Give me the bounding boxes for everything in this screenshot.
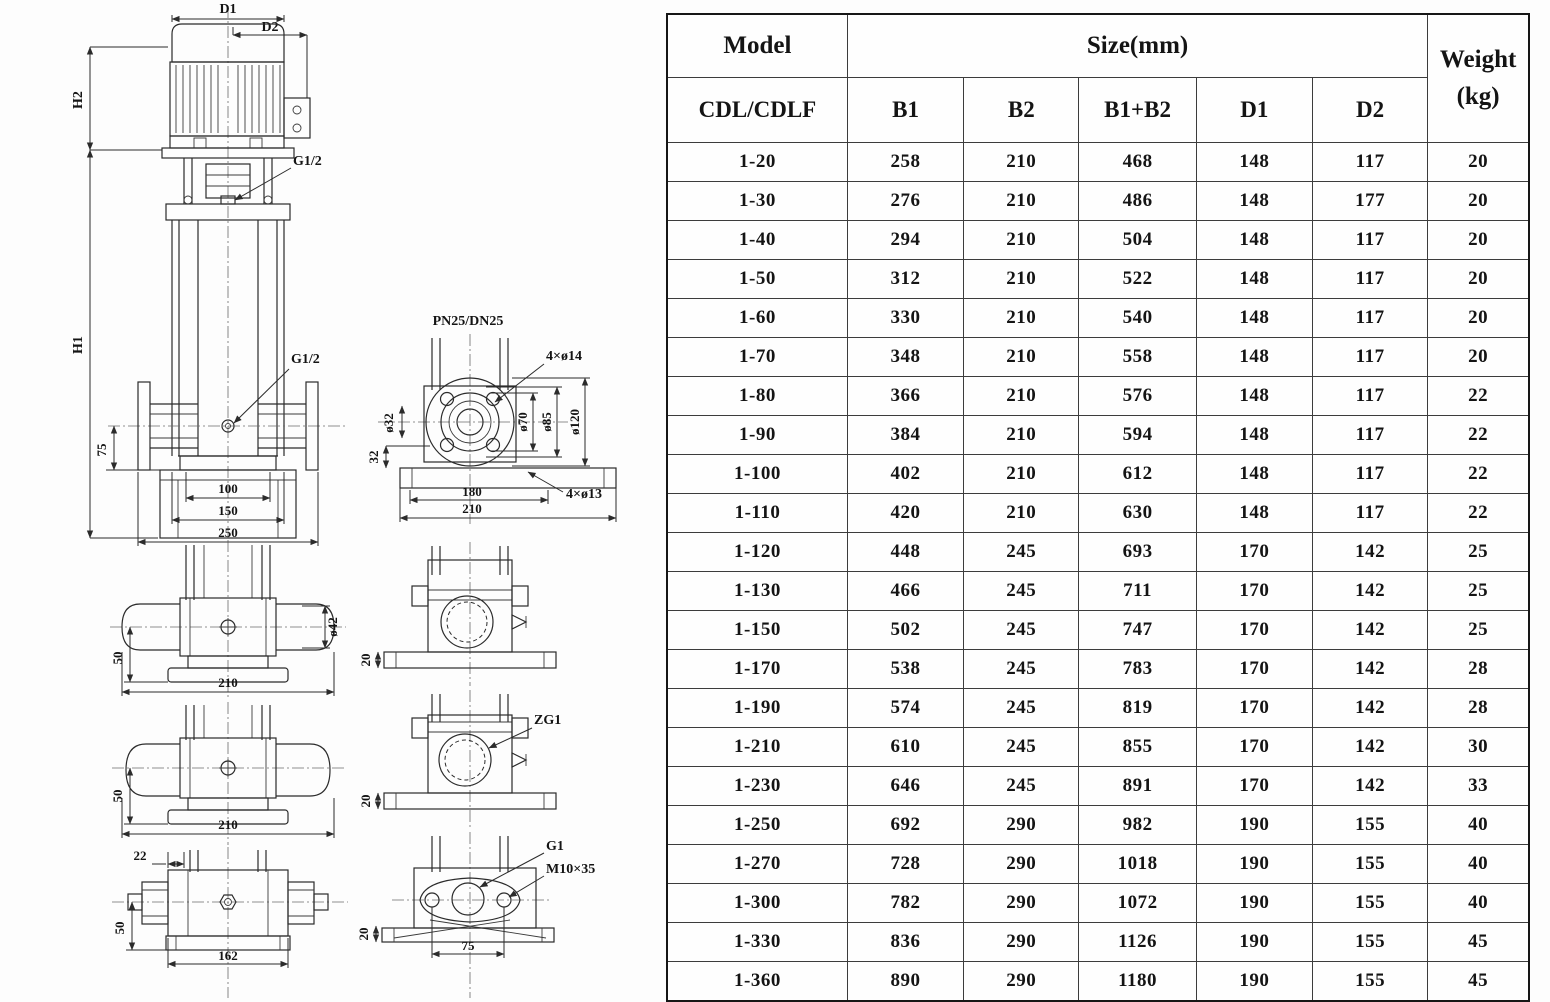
table-row bbox=[667, 845, 1529, 884]
dim-label-20-rv1: 20 bbox=[358, 653, 373, 667]
right-view-3 bbox=[356, 832, 595, 998]
value-cell: 348 bbox=[847, 338, 963, 377]
main-elevation-view bbox=[71, 2, 348, 546]
value-cell: 117 bbox=[1312, 260, 1427, 299]
label-g1: G1 bbox=[546, 839, 564, 854]
value-cell: 1018 bbox=[1079, 845, 1196, 884]
value-cell: 190 bbox=[1196, 884, 1312, 923]
model-cell: 1-20 bbox=[667, 143, 847, 182]
table-row bbox=[667, 260, 1529, 299]
value-cell: 117 bbox=[1312, 338, 1427, 377]
model-cell: 1-360 bbox=[667, 962, 847, 1002]
value-cell: 155 bbox=[1312, 962, 1427, 1002]
dim-label-75: 75 bbox=[94, 443, 109, 457]
model-cell: 1-330 bbox=[667, 923, 847, 962]
value-cell: 486 bbox=[1079, 182, 1196, 221]
value-cell: 210 bbox=[964, 455, 1079, 494]
value-cell: 170 bbox=[1196, 650, 1312, 689]
value-cell: 45 bbox=[1428, 962, 1529, 1002]
value-cell: 142 bbox=[1312, 611, 1427, 650]
value-cell: 612 bbox=[1079, 455, 1196, 494]
value-cell: 290 bbox=[964, 884, 1079, 923]
value-cell: 155 bbox=[1312, 884, 1427, 923]
header-b1b2: B1+B2 bbox=[1079, 78, 1196, 143]
value-cell: 366 bbox=[847, 377, 963, 416]
header-d2: D2 bbox=[1312, 78, 1427, 143]
value-cell: 148 bbox=[1196, 143, 1312, 182]
header-model-sub: CDL/CDLF bbox=[667, 78, 847, 143]
dim-label-20-rv2: 20 bbox=[358, 794, 373, 808]
value-cell: 148 bbox=[1196, 338, 1312, 377]
label-dia85: ø85 bbox=[539, 412, 554, 432]
value-cell: 20 bbox=[1428, 260, 1529, 299]
value-cell: 594 bbox=[1079, 416, 1196, 455]
label-bolts-4x14: 4×ø14 bbox=[546, 349, 582, 364]
value-cell: 711 bbox=[1079, 572, 1196, 611]
value-cell: 155 bbox=[1312, 923, 1427, 962]
value-cell: 276 bbox=[847, 182, 963, 221]
model-cell: 1-60 bbox=[667, 299, 847, 338]
value-cell: 117 bbox=[1312, 494, 1427, 533]
table-row bbox=[667, 650, 1529, 689]
dim-label-d1: D1 bbox=[219, 2, 237, 17]
table-row bbox=[667, 884, 1529, 923]
value-cell: 420 bbox=[847, 494, 963, 533]
model-cell: 1-50 bbox=[667, 260, 847, 299]
value-cell: 155 bbox=[1312, 806, 1427, 845]
flange-top-view bbox=[366, 314, 616, 524]
model-cell: 1-170 bbox=[667, 650, 847, 689]
value-cell: 22 bbox=[1428, 455, 1529, 494]
label-g12-upper: G1/2 bbox=[293, 154, 322, 169]
dim-label-32: 32 bbox=[366, 450, 381, 464]
value-cell: 290 bbox=[964, 962, 1079, 1002]
model-cell: 1-270 bbox=[667, 845, 847, 884]
value-cell: 170 bbox=[1196, 572, 1312, 611]
value-cell: 245 bbox=[964, 767, 1079, 806]
value-cell: 148 bbox=[1196, 377, 1312, 416]
model-cell: 1-230 bbox=[667, 767, 847, 806]
model-cell: 1-90 bbox=[667, 416, 847, 455]
value-cell: 245 bbox=[964, 572, 1079, 611]
value-cell: 190 bbox=[1196, 806, 1312, 845]
value-cell: 148 bbox=[1196, 221, 1312, 260]
value-cell: 210 bbox=[964, 377, 1079, 416]
model-cell: 1-110 bbox=[667, 494, 847, 533]
value-cell: 290 bbox=[964, 923, 1079, 962]
value-cell: 1126 bbox=[1079, 923, 1196, 962]
value-cell: 142 bbox=[1312, 728, 1427, 767]
side-view-1 bbox=[110, 540, 346, 700]
value-cell: 402 bbox=[847, 455, 963, 494]
value-cell: 20 bbox=[1428, 221, 1529, 260]
value-cell: 890 bbox=[847, 962, 963, 1002]
model-cell: 1-40 bbox=[667, 221, 847, 260]
value-cell: 558 bbox=[1079, 338, 1196, 377]
table-row bbox=[667, 689, 1529, 728]
dim-label-100: 100 bbox=[218, 481, 238, 496]
value-cell: 693 bbox=[1079, 533, 1196, 572]
value-cell: 148 bbox=[1196, 260, 1312, 299]
table-row bbox=[667, 455, 1529, 494]
value-cell: 142 bbox=[1312, 572, 1427, 611]
value-cell: 190 bbox=[1196, 962, 1312, 1002]
value-cell: 25 bbox=[1428, 533, 1529, 572]
value-cell: 728 bbox=[847, 845, 963, 884]
value-cell: 747 bbox=[1079, 611, 1196, 650]
side-view-2 bbox=[110, 702, 344, 845]
model-cell: 1-190 bbox=[667, 689, 847, 728]
label-dia70: ø70 bbox=[515, 412, 530, 432]
value-cell: 312 bbox=[847, 260, 963, 299]
value-cell: 610 bbox=[847, 728, 963, 767]
value-cell: 245 bbox=[964, 650, 1079, 689]
value-cell: 294 bbox=[847, 221, 963, 260]
model-cell: 1-300 bbox=[667, 884, 847, 923]
dim-label-h1: H1 bbox=[71, 336, 86, 354]
value-cell: 245 bbox=[964, 728, 1079, 767]
spec-table bbox=[666, 13, 1530, 1002]
dim-label-250: 250 bbox=[218, 525, 238, 540]
label-dia32: ø32 bbox=[381, 413, 396, 433]
table-row bbox=[667, 143, 1529, 182]
value-cell: 783 bbox=[1079, 650, 1196, 689]
value-cell: 210 bbox=[964, 416, 1079, 455]
value-cell: 170 bbox=[1196, 689, 1312, 728]
value-cell: 117 bbox=[1312, 455, 1427, 494]
value-cell: 30 bbox=[1428, 728, 1529, 767]
right-view-2 bbox=[358, 690, 561, 828]
dim-label-210-flange: 210 bbox=[462, 501, 482, 516]
value-cell: 142 bbox=[1312, 689, 1427, 728]
label-dia42: ø42 bbox=[325, 617, 340, 637]
value-cell: 819 bbox=[1079, 689, 1196, 728]
value-cell: 574 bbox=[847, 689, 963, 728]
dim-label-50-sv2: 50 bbox=[110, 789, 125, 803]
model-cell: 1-250 bbox=[667, 806, 847, 845]
value-cell: 190 bbox=[1196, 845, 1312, 884]
spec-table-body bbox=[667, 143, 1529, 1002]
value-cell: 646 bbox=[847, 767, 963, 806]
value-cell: 25 bbox=[1428, 572, 1529, 611]
label-bolts-4x13: 4×ø13 bbox=[566, 487, 602, 502]
value-cell: 155 bbox=[1312, 845, 1427, 884]
value-cell: 468 bbox=[1079, 143, 1196, 182]
label-g12-lower: G1/2 bbox=[291, 352, 320, 367]
value-cell: 45 bbox=[1428, 923, 1529, 962]
value-cell: 210 bbox=[964, 221, 1079, 260]
value-cell: 782 bbox=[847, 884, 963, 923]
value-cell: 448 bbox=[847, 533, 963, 572]
value-cell: 330 bbox=[847, 299, 963, 338]
dim-label-22: 22 bbox=[133, 848, 147, 863]
value-cell: 170 bbox=[1196, 728, 1312, 767]
value-cell: 836 bbox=[847, 923, 963, 962]
value-cell: 148 bbox=[1196, 299, 1312, 338]
value-cell: 142 bbox=[1312, 533, 1427, 572]
model-cell: 1-80 bbox=[667, 377, 847, 416]
value-cell: 210 bbox=[964, 338, 1079, 377]
value-cell: 692 bbox=[847, 806, 963, 845]
value-cell: 117 bbox=[1312, 221, 1427, 260]
value-cell: 117 bbox=[1312, 143, 1427, 182]
value-cell: 117 bbox=[1312, 299, 1427, 338]
value-cell: 22 bbox=[1428, 416, 1529, 455]
dim-label-20-rv3: 20 bbox=[356, 927, 371, 941]
label-dia120: ø120 bbox=[567, 409, 582, 435]
header-weight-line1: Weight bbox=[1439, 46, 1517, 74]
value-cell: 148 bbox=[1196, 455, 1312, 494]
dim-label-180: 180 bbox=[462, 484, 482, 499]
value-cell: 20 bbox=[1428, 299, 1529, 338]
dim-label-150: 150 bbox=[218, 503, 238, 518]
value-cell: 576 bbox=[1079, 377, 1196, 416]
value-cell: 504 bbox=[1079, 221, 1196, 260]
value-cell: 148 bbox=[1196, 494, 1312, 533]
value-cell: 1180 bbox=[1079, 962, 1196, 1002]
spec-table-container bbox=[666, 13, 1530, 991]
value-cell: 630 bbox=[1079, 494, 1196, 533]
dim-label-210-sv2: 210 bbox=[218, 817, 238, 832]
value-cell: 117 bbox=[1312, 377, 1427, 416]
value-cell: 245 bbox=[964, 689, 1079, 728]
value-cell: 190 bbox=[1196, 923, 1312, 962]
value-cell: 210 bbox=[964, 143, 1079, 182]
table-row bbox=[667, 767, 1529, 806]
value-cell: 22 bbox=[1428, 494, 1529, 533]
table-row bbox=[667, 572, 1529, 611]
right-view-1 bbox=[358, 542, 556, 686]
table-row bbox=[667, 806, 1529, 845]
value-cell: 142 bbox=[1312, 767, 1427, 806]
value-cell: 522 bbox=[1079, 260, 1196, 299]
header-size-group: Size(mm) bbox=[847, 14, 1427, 78]
value-cell: 170 bbox=[1196, 533, 1312, 572]
value-cell: 20 bbox=[1428, 182, 1529, 221]
value-cell: 142 bbox=[1312, 650, 1427, 689]
value-cell: 540 bbox=[1079, 299, 1196, 338]
model-cell: 1-120 bbox=[667, 533, 847, 572]
value-cell: 28 bbox=[1428, 689, 1529, 728]
model-cell: 1-210 bbox=[667, 728, 847, 767]
pump-dimension-drawing bbox=[0, 0, 660, 1000]
value-cell: 1072 bbox=[1079, 884, 1196, 923]
dim-label-50-sv1: 50 bbox=[110, 651, 125, 665]
dim-label-210-sv1: 210 bbox=[218, 675, 238, 690]
table-row bbox=[667, 299, 1529, 338]
header-b2: B2 bbox=[964, 78, 1079, 143]
dim-label-d2: D2 bbox=[261, 20, 279, 35]
value-cell: 117 bbox=[1312, 416, 1427, 455]
table-row bbox=[667, 962, 1529, 1002]
value-cell: 33 bbox=[1428, 767, 1529, 806]
model-cell: 1-70 bbox=[667, 338, 847, 377]
table-row bbox=[667, 494, 1529, 533]
value-cell: 20 bbox=[1428, 338, 1529, 377]
label-m10x35: M10×35 bbox=[546, 862, 596, 877]
table-row bbox=[667, 221, 1529, 260]
value-cell: 384 bbox=[847, 416, 963, 455]
table-row bbox=[667, 338, 1529, 377]
value-cell: 210 bbox=[964, 260, 1079, 299]
value-cell: 40 bbox=[1428, 845, 1529, 884]
value-cell: 148 bbox=[1196, 182, 1312, 221]
value-cell: 891 bbox=[1079, 767, 1196, 806]
model-cell: 1-30 bbox=[667, 182, 847, 221]
dim-label-75-rv3: 75 bbox=[461, 938, 475, 953]
value-cell: 28 bbox=[1428, 650, 1529, 689]
header-b1: B1 bbox=[847, 78, 963, 143]
value-cell: 20 bbox=[1428, 143, 1529, 182]
value-cell: 22 bbox=[1428, 377, 1529, 416]
value-cell: 170 bbox=[1196, 611, 1312, 650]
value-cell: 40 bbox=[1428, 884, 1529, 923]
table-row bbox=[667, 728, 1529, 767]
model-cell: 1-130 bbox=[667, 572, 847, 611]
value-cell: 148 bbox=[1196, 416, 1312, 455]
value-cell: 855 bbox=[1079, 728, 1196, 767]
dim-label-h2: H2 bbox=[71, 91, 86, 109]
table-row bbox=[667, 923, 1529, 962]
header-d1: D1 bbox=[1196, 78, 1312, 143]
header-weight-line2: (kg) bbox=[1456, 82, 1500, 110]
value-cell: 290 bbox=[964, 845, 1079, 884]
model-cell: 1-100 bbox=[667, 455, 847, 494]
value-cell: 258 bbox=[847, 143, 963, 182]
value-cell: 210 bbox=[964, 182, 1079, 221]
table-row bbox=[667, 611, 1529, 650]
value-cell: 502 bbox=[847, 611, 963, 650]
header-weight bbox=[1428, 14, 1529, 143]
dim-label-162: 162 bbox=[218, 948, 238, 963]
table-row bbox=[667, 182, 1529, 221]
header-model: Model bbox=[667, 14, 847, 78]
label-zg1: ZG1 bbox=[534, 713, 562, 728]
model-cell: 1-150 bbox=[667, 611, 847, 650]
value-cell: 466 bbox=[847, 572, 963, 611]
value-cell: 170 bbox=[1196, 767, 1312, 806]
value-cell: 982 bbox=[1079, 806, 1196, 845]
side-view-3 bbox=[112, 847, 348, 998]
value-cell: 25 bbox=[1428, 611, 1529, 650]
terminal-box bbox=[284, 98, 310, 138]
table-row bbox=[667, 377, 1529, 416]
value-cell: 538 bbox=[847, 650, 963, 689]
value-cell: 210 bbox=[964, 494, 1079, 533]
value-cell: 245 bbox=[964, 533, 1079, 572]
table-row bbox=[667, 416, 1529, 455]
flange-title: PN25/DN25 bbox=[432, 314, 504, 329]
value-cell: 210 bbox=[964, 299, 1079, 338]
value-cell: 290 bbox=[964, 806, 1079, 845]
value-cell: 40 bbox=[1428, 806, 1529, 845]
dim-label-50-sv3: 50 bbox=[112, 921, 127, 935]
table-row bbox=[667, 533, 1529, 572]
value-cell: 177 bbox=[1312, 182, 1427, 221]
value-cell: 245 bbox=[964, 611, 1079, 650]
